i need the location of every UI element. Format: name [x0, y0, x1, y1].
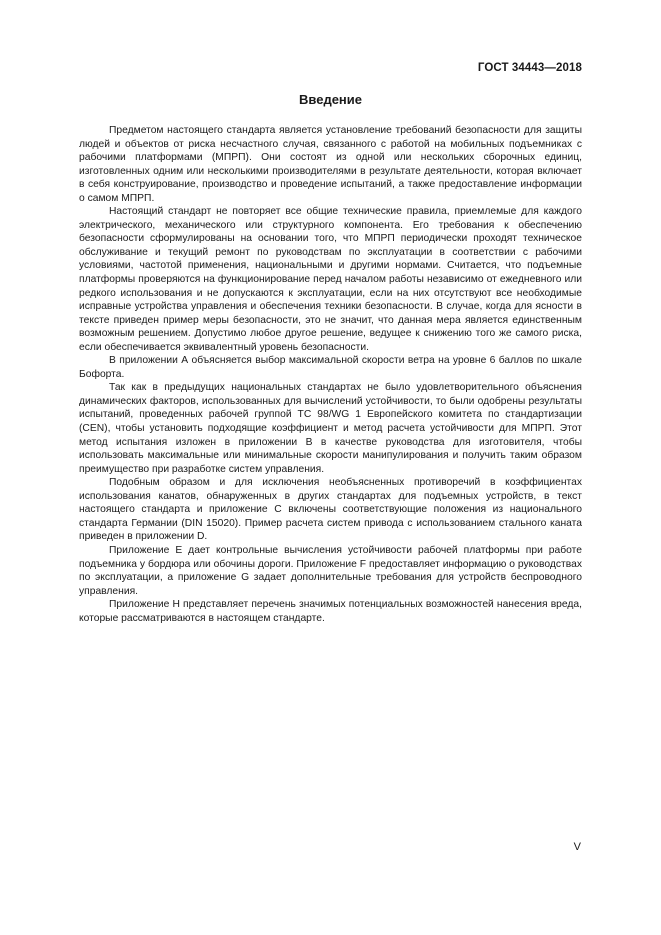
paragraph: Настоящий стандарт не повторяет все общие технические правила, приемлемые для каждого электрического, механического или структурного компонента. Его требования к обеспечению безопасности сформулированы на основании того, что МПРП периодически проходят техническое обслуживание и текущий ремонт по руководствам по эксплуатации в соответствии с рабочими условиями, частотой применения, национальными и другими нормами. Считается, что подъемные платформы проверяются на функционирование перед началом работы независимо от ежедневного или редкого использования и не допускаются к эксплуатации, если на них отсутствуют все необходимые исправные устройства управления и обеспечения техники безопасности. В случае, когда для ясности в тексте приведен пример меры безопасности, это не значит, что данная мера является единственным возможным решением. Допустимо любое другое решение, ведущее к снижению того же самого риска, если обеспечивается эквивалентный уровень безопасности.	[79, 206, 582, 353]
paragraph: Приложение Н представляет перечень значимых потенциальных возможностей нанесения вреда, которые рассматриваются в настоящем стандарте.	[79, 599, 582, 624]
paragraph: Подобным образом и для исключения необъясненных противоречий в коэффициентах использования канатов, обнаруженных в других стандартах для подъемных устройств, в текст настоящего стандарта и приложение С включены соответствующие положения из национального стандарта Германии (DIN 15020). Пример расчета систем привода с использованием стального каната приведен в приложении D.	[79, 477, 582, 543]
body-text	[79, 124, 582, 625]
paragraph: Предметом настоящего стандарта является установление требований безопасности для защиты людей и объектов от риска несчастного случая, связанного с работой на мобильных подъемниках с рабочими платформами (МПРП). Они состоят из одной или нескольких сборочных единиц, изготовленных одним или несколькими производителями в результате деятельности, которая включает в себя конструирование, производство и проведение испытаний, а также предоставление информации о самом МПРП.	[79, 125, 582, 204]
section-title: Введение	[299, 92, 362, 107]
paragraph: Так как в предыдущих национальных стандартах не было удовлетворительного объяснения динамических факторов, использованных для вычислений устойчивости, то были одобрены результаты испытаний, проведенных рабочей группой ТС 98/WG 1 Европейского комитета по стандартизации (CEN), чтобы установить подходящие коэффициент и метод расчета устойчивости для МПРП. Этот метод испытания изложен в приложении В в качестве руководства для изготовителя, чтобы использовать максимальные или минимальные скорости манипулирования и получить таким образом преимущество при разработке систем управления.	[79, 382, 582, 475]
paragraph: В приложении А объясняется выбор максимальной скорости ветра на уровне 6 баллов по шкале Бофорта.	[79, 355, 582, 380]
paragraph: Приложение Е дает контрольные вычисления устойчивости рабочей платформы при работе подъемника у бордюра или обочины дороги. Приложение F предоставляет информацию о руководствах по эксплуатации, а приложение G задает дополнительные требования для устройств беспроводного управления.	[79, 544, 582, 597]
page-number: V	[573, 841, 581, 853]
standard-code: ГОСТ 34443—2018	[477, 62, 582, 74]
